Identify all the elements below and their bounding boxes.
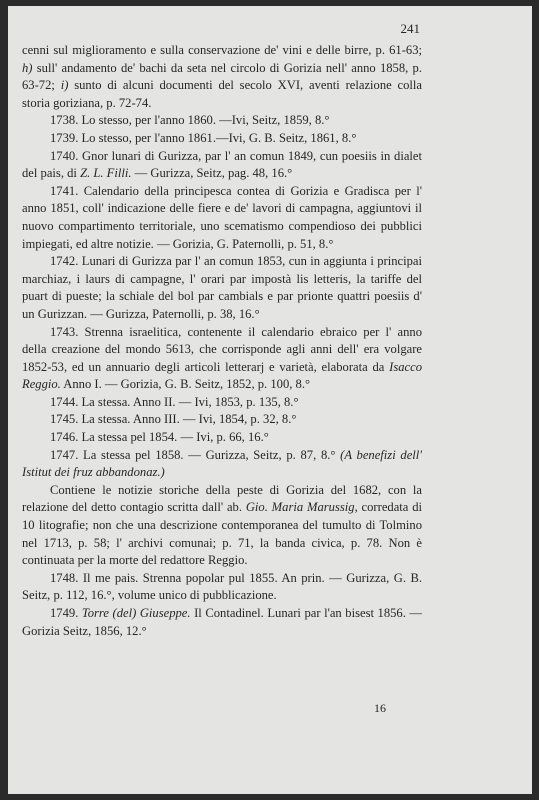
text-run: 1747. La stessa pel 1858. — Gurizza, Seitz, p. 87, 8.° — [50, 447, 341, 462]
paragraph-continuation — [22, 42, 422, 112]
text-run: Contiene le notizie storiche della peste di Gorizia del 1682, con la relazione del detto contagio scritta dall' ab. — [22, 482, 422, 515]
text-run: cenni sul miglioramento e sulla conservazione de' vini e delle birre, p. 61-63; — [22, 43, 422, 57]
italic-run: Isacco Reggio. — [22, 359, 422, 392]
paragraph-entry-1740 — [22, 148, 422, 183]
italic-run: i) — [60, 78, 69, 93]
italic-run: h) — [22, 60, 33, 75]
text-run: 1744. La stessa. Anno II. — Ivi, 1853, p. 135, 8.° — [50, 394, 299, 409]
text-run: 1739. Lo stesso, per l'anno 1861.—Ivi, G. B. Seitz, 1861, 8.° — [50, 130, 357, 145]
page-number: 241 — [400, 21, 420, 36]
paragraph-entry-1743 — [22, 324, 422, 394]
text-run: sunto di alcuni documenti del secolo XVI, aventi relazione colla storia goriziana, p. 72-74. — [22, 78, 423, 110]
text-run: — Gurizza, Seitz, pag. 48, 16.° — [131, 166, 293, 181]
text-run: 1746. La stessa pel 1854. — Ivi, p. 66, 16.° — [50, 430, 269, 445]
text-run: 1742. Lunari di Gurizza par l' an comun 1853, cun in aggiunta i principai marchiaz, i laurs di campagne, l' orari par impostà lis letteris, la tariffe del puart di pueste; la schiale del bol par cambials e par prionte quattri poesiis d' un Gurizzan. — Gurizza, Paternolli, p. 38, 16.° — [22, 254, 422, 321]
text-run: 1738. Lo stesso, per l'anno 1860. —Ivi, Seitz, 1859, 8.° — [50, 113, 330, 128]
paragraph-entry-1739 — [22, 130, 422, 148]
italic-run: Torre (del) Giuseppe. — [81, 606, 191, 620]
paragraph-entry-1741 — [22, 183, 422, 253]
text-run: 1748. Il me pais. Strenna popolar pul 1855. An prin. — Gurizza, G. B. Seitz, p. 112, 16.°, volume unico di pubblicazione. — [22, 570, 422, 603]
text-run: corredata di 10 litografie; non che una descrizione contemporanea del tumulto di Tolmino nel 1713, p. 58; l' archivi comunai; p. 71, la banda civica, p. 78. Non è continuata per la morte del redattore Reggio. — [22, 500, 423, 568]
paragraph-entry-1745 — [22, 411, 422, 429]
book-page — [8, 6, 532, 794]
paragraph-entry-1744 — [22, 394, 422, 412]
italic-run: Gio. Maria Marussig, — [245, 500, 358, 515]
paragraph-entry-1749 — [22, 605, 422, 640]
paragraph-entry-1742 — [22, 253, 422, 323]
paragraph-entry-1748 — [22, 570, 422, 605]
paragraph-entry-1746 — [22, 429, 422, 447]
text-run: 1745. La stessa. Anno III. — Ivi, 1854, p. 32, 8.° — [50, 412, 297, 427]
paragraph-entry-1738 — [22, 112, 422, 130]
paragraph-entry-1747-note — [22, 482, 422, 570]
italic-run: Z. L. Filli. — [80, 166, 132, 181]
text-run: Anno I. — Gorizia, G. B. Seitz, 1852, p. 100, 8.° — [60, 377, 311, 392]
page-text — [22, 42, 422, 640]
paragraph-entry-1747 — [22, 447, 422, 482]
text-run: Il Contadinel. Lunari par l'an bisest 1856. — Gorizia Seitz, 1856, 12.° — [22, 606, 423, 638]
text-run: 1740. Gnor lunari di Gurizza, par l' an comun 1849, cun poesiis in dialet del pais, di — [22, 148, 422, 181]
text-run: sull' andamento de' bachi da seta nel circolo di Gorizia nell' anno 1858, p. 63-72; — [22, 60, 422, 93]
text-run: 1743. Strenna israelitica, contenente il calendario ebraico per l' anno della creazione del mondo 5613, che corrisponde agli anni dell' era volgare 1852-53, ed un annuario degli articoli letterarj e varietà, elaborata da — [22, 324, 422, 374]
italic-run: (A benefizi dell' Istitut dei fruz abbandonaz.) — [22, 447, 422, 480]
text-run: 1749. — [50, 606, 82, 620]
signature-mark: 16 — [374, 701, 386, 715]
text-run: 1741. Calendario della principesca contea di Gorizia e Gradisca per l' anno 1851, coll' indicazione delle fiere e de' lavori di campagna, aggiuntovi il nuovo compartimento territoriale, uno scematismo compendioso dei pubblici impiegati, ed altre notizie. — Gorizia, G. Paternolli, p. 51, 8.° — [22, 183, 422, 251]
